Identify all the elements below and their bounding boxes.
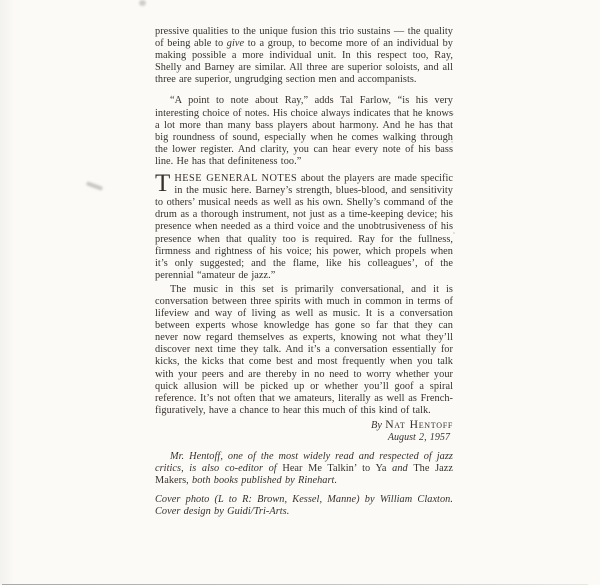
paragraph-conversation bbox=[155, 284, 453, 417]
text-run: Cover photo (L to R: Brown, Kessel, Manne) by William Claxton. Cover design by Guidi/Tri-Arts. bbox=[155, 494, 453, 518]
scan-smudge-top bbox=[139, 0, 146, 6]
text-run: both books published by Rinehart. bbox=[192, 475, 338, 487]
byline bbox=[155, 419, 453, 432]
text-run: The Jazz Makers, bbox=[155, 463, 453, 487]
text-run: August 2, 1957 bbox=[387, 432, 450, 443]
text-run: By bbox=[371, 419, 386, 431]
text-run: The music in this set is primarily conversational, and it is conversation between three spirits with much in common in terms of lifeview and way of living as well as music. It is a conversation between experts whose knowledge has gone so far that they can never now regard themselves as experts, knowing not what they’ll discover next time they talk. And it’s a conversation essentially for kicks, the kicks that come best and most frequently when you talk with your peers and are thereby in no need to worry whether your quick allusion will be picked up or whether you’ll goof a spiral reference. It’s not often that we amateurs, literally as well as French-figuratively, have a chance to hear this much of this kind of talk. bbox=[155, 283, 453, 416]
text-run: “A point to note about Ray,” adds Tal Farlow, “is his very interesting choice of notes. His choice always indicates that he knows a lot more than many bass players about harmony. And he has that big roundness of sound, especially when he comes walking through the lower register. And clarity, you can hear every note of his bass line. He has that definiteness too.” bbox=[155, 95, 453, 167]
paragraph-tal-farlow-quote bbox=[155, 95, 453, 168]
text-run: Nat Hentoff bbox=[385, 417, 453, 431]
paragraph-general-notes bbox=[155, 170, 453, 282]
text-run: HESE GENERAL NOTES bbox=[174, 173, 298, 185]
scan-smudge-mark bbox=[86, 181, 103, 191]
text-run: about the players are made specific in the music here. Barney’s strength, blues-blood, and sensitivity to others’ musical needs as well as his own. Shelly’s command of the drum as a thorough instrument, not just as a time-keeping device; his presence when needed as a third voice and the unobtrusiveness of his presence when that quality too is required. Ray for the fullness, firmness and rightness of his voice; his power, which propels when it’s only suggested; and the flame, like his colleagues’, of the perennial “amateur de jazz.” bbox=[155, 173, 453, 281]
scan-speck bbox=[453, 232, 455, 234]
text-run: Hear Me Talkin’ to Ya bbox=[282, 463, 393, 475]
text-run: and bbox=[392, 463, 414, 475]
text-run: pressive qualities to the unique fusion this trio sustains — the quality of being able to bbox=[155, 26, 453, 50]
text-run: Mr. Hentoff, one of the most widely read and respected of jazz critics, is also co-editor of bbox=[155, 451, 453, 475]
date-line bbox=[155, 432, 453, 444]
paragraph-continuation bbox=[155, 26, 453, 86]
drop-cap: T bbox=[155, 170, 171, 198]
cover-credit bbox=[155, 494, 453, 518]
text-run: give bbox=[226, 38, 245, 50]
editor-note bbox=[155, 451, 453, 487]
text-run: to a group, to become more of an individual by making possible a more individual unit. In this respect too, Ray, Shelly and Barney are similar. All three are superior soloists, and all three are superior, ungrudging section men and accompanists. bbox=[155, 38, 453, 86]
liner-notes-text-column bbox=[155, 26, 453, 519]
